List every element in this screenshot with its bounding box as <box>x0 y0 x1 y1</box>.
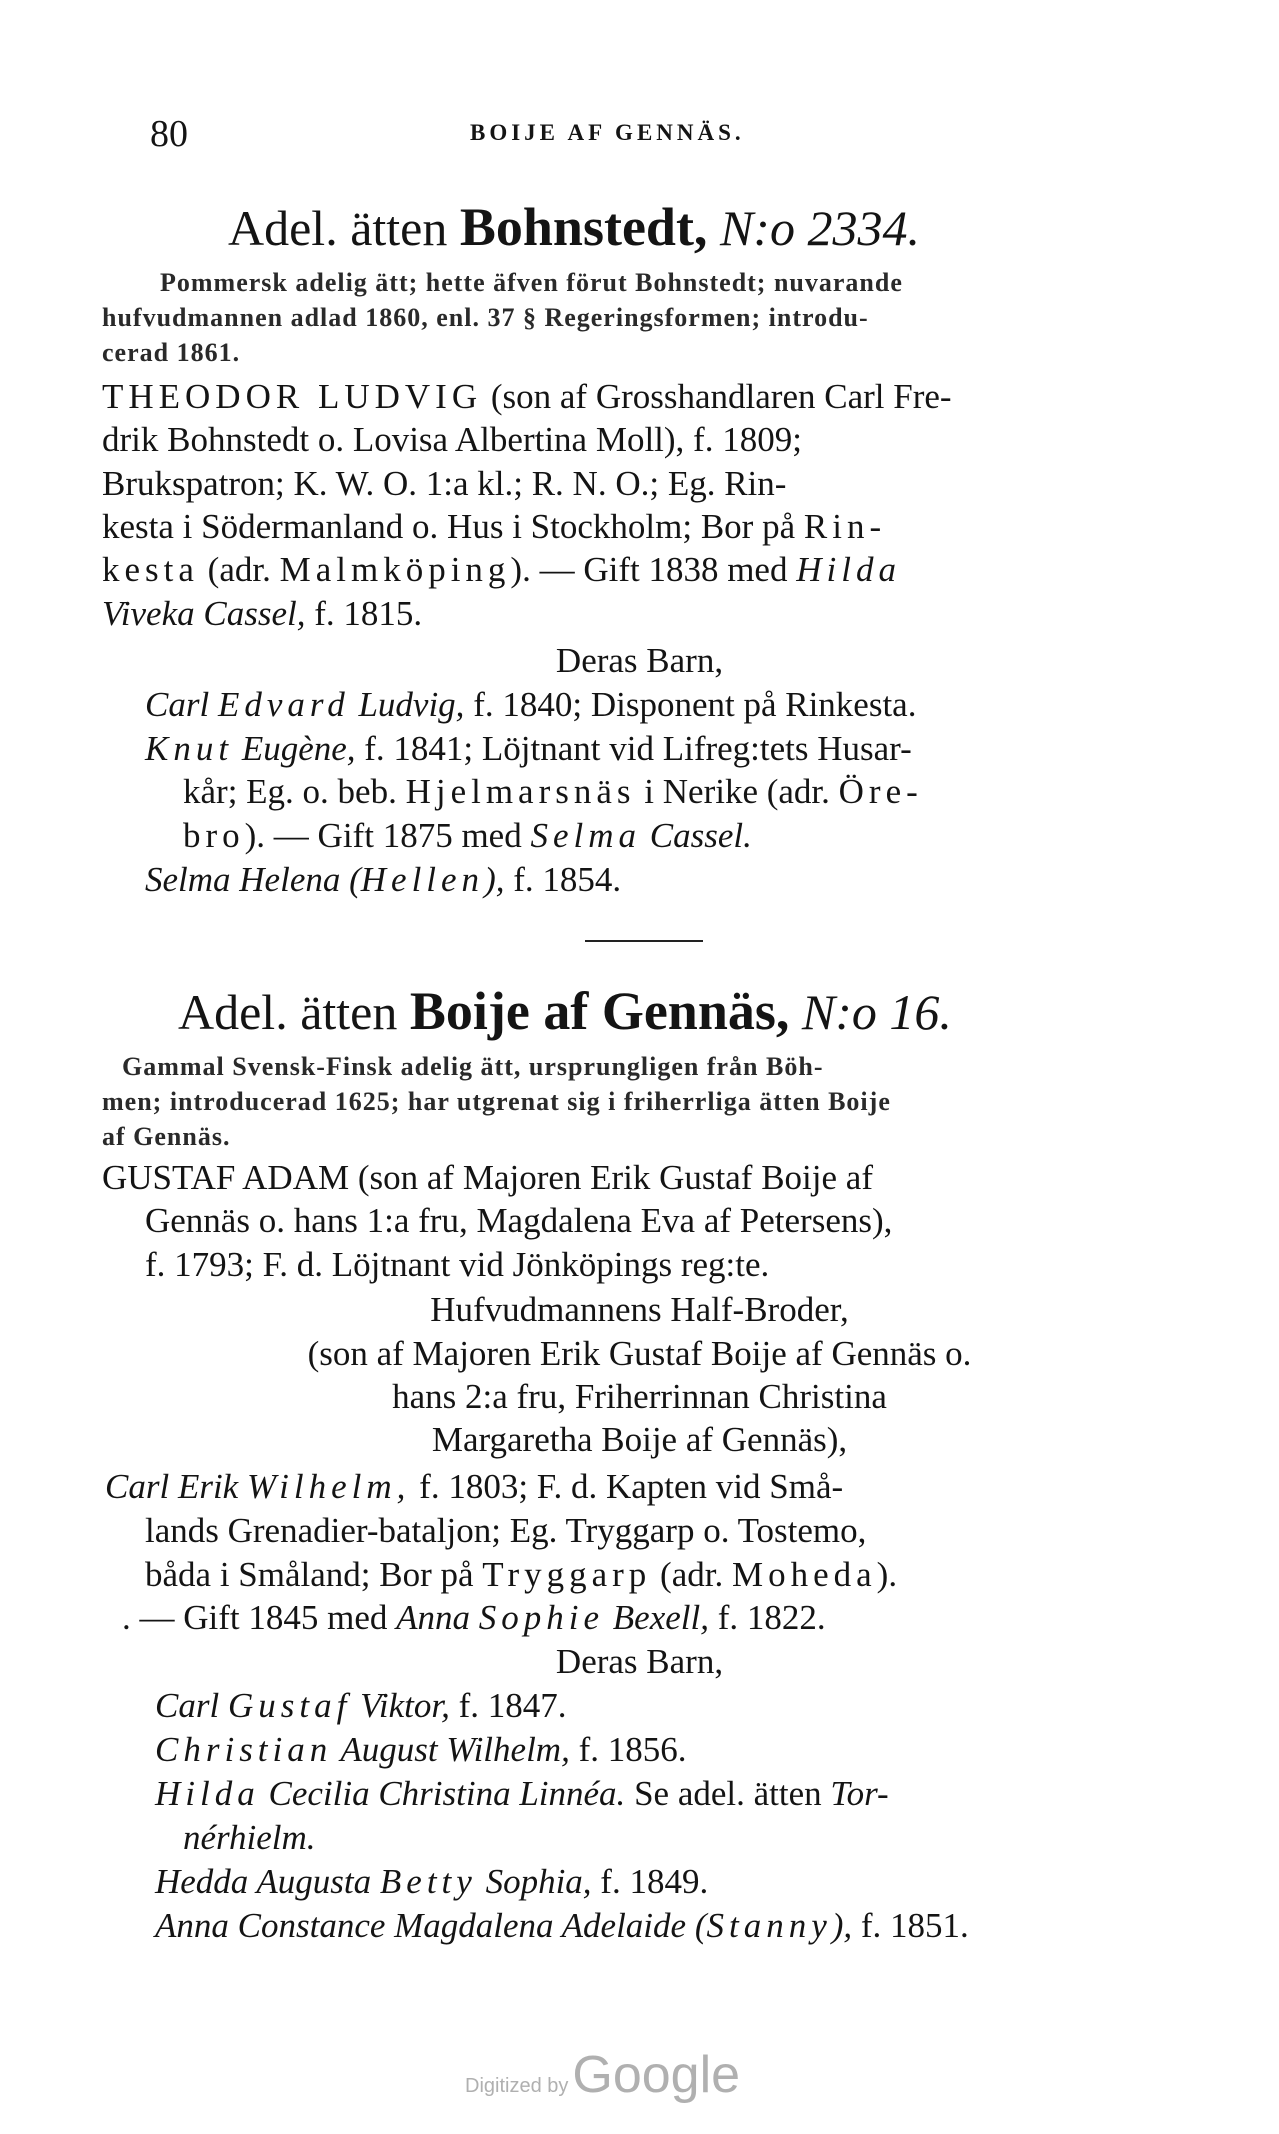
title-prefix: Adel. ätten <box>178 984 398 1040</box>
text-line: drik Bohnstedt o. Lovisa Albertina Moll), f. 1809; <box>102 420 802 459</box>
head-name: THEODOR LUDVIG <box>102 377 483 416</box>
note-line: cerad 1861. <box>102 338 241 367</box>
note-line: Pommersk adelig ätt; hette äfven förut Bohnstedt; nuvarande <box>160 268 903 297</box>
digitized-by-google-watermark: Digitized byGoogle <box>465 2046 741 2104</box>
person-entry: Carl Erik Wilhelm, f. 1803; F. d. Kapten vid Små- <box>105 1467 844 1506</box>
half-brother-note: hans 2:a fru, Friherrinnan Christina <box>392 1377 887 1416</box>
head-line: THEODOR LUDVIG (son af Grosshandlaren Carl Fre- <box>102 377 952 416</box>
page-number: 80 <box>150 113 188 155</box>
family-name: Boije af Gennäs, <box>409 981 790 1041</box>
text-line: kår; Eg. o. beb. Hjelmarsnäs i Nerike (adr. Öre- <box>183 772 923 811</box>
child-entry: Carl Edvard Ludvig, f. 1840; Disponent på Rinkesta. <box>145 685 917 724</box>
text-line: Brukspatron; K. W. O. 1:a kl.; R. N. O.; Eg. Rin- <box>102 464 787 503</box>
children-heading: Deras Barn, <box>555 641 724 680</box>
text-line: bro). — Gift 1875 med Selma Cassel. <box>183 816 752 855</box>
half-brother-note: (son af Majoren Erik Gustaf Boije af Gennäs o. <box>307 1334 972 1373</box>
running-title: BOIJE AF GENNÄS. <box>470 120 745 145</box>
children-heading: Deras Barn, <box>555 1642 724 1681</box>
family-number: N:o 2334. <box>719 200 920 256</box>
title-prefix: Adel. ätten <box>228 200 448 256</box>
family-name: Bohnstedt, <box>459 197 708 257</box>
text-line: Gennäs o. hans 1:a fru, Magdalena Eva af Petersens), <box>145 1201 893 1240</box>
note-line: Gammal Svensk-Finsk adelig ätt, ursprungligen från Böh- <box>122 1052 824 1081</box>
half-brother-note: Margaretha Boije af Gennäs), <box>431 1420 848 1459</box>
text-line: Viveka Cassel, f. 1815. <box>102 594 423 633</box>
child-entry: Christian August Wilhelm, f. 1856. <box>155 1730 687 1769</box>
text-line: lands Grenadier-bataljon; Eg. Tryggarp o. Tostemo, <box>145 1511 867 1550</box>
child-entry: Knut Eugène, f. 1841; Löjtnant vid Lifreg:tets Husar- <box>145 729 912 768</box>
family-number: N:o 16. <box>801 984 952 1040</box>
child-entry: Carl Gustaf Viktor, f. 1847. <box>155 1686 567 1725</box>
half-brother-heading: Hufvudmannens Half-Broder, <box>430 1290 849 1329</box>
text-line: f. 1793; F. d. Löjtnant vid Jönköpings reg:te. <box>145 1245 770 1284</box>
child-entry: Anna Constance Magdalena Adelaide (Stanny), f. 1851. <box>155 1906 969 1945</box>
text-line: båda i Småland; Bor på Tryggarp (adr. Moheda). <box>145 1555 898 1594</box>
entry-title-bohnstedt <box>228 196 920 258</box>
child-entry: Selma Helena (Hellen), f. 1854. <box>145 860 622 899</box>
note-line: men; introducerad 1625; har utgrenat sig i friherrliga ätten Boije <box>102 1087 891 1116</box>
text-line: nérhielm. <box>183 1818 316 1857</box>
child-entry: Hedda Augusta Betty Sophia, f. 1849. <box>155 1862 709 1901</box>
text-line: kesta i Södermanland o. Hus i Stockholm; Bor på Rin- <box>102 507 887 546</box>
note-line: af Gennäs. <box>102 1122 231 1151</box>
entry-title-boije <box>178 980 952 1042</box>
child-entry: Hilda Cecilia Christina Linnéa. Se adel. ätten Tor- <box>155 1774 889 1813</box>
head-name: GUSTAF ADAM <box>102 1158 350 1197</box>
text-line: . — Gift 1845 med Anna Sophie Bexell, f. 1822. <box>122 1598 826 1637</box>
note-line: hufvudmannen adlad 1860, enl. 37 § Regeringsformen; introdu- <box>102 303 869 332</box>
section-divider <box>585 940 703 942</box>
head-line: GUSTAF ADAM (son af Majoren Erik Gustaf Boije af <box>102 1158 873 1197</box>
text-line: kesta (adr. Malmköping). — Gift 1838 med Hilda <box>102 550 901 589</box>
